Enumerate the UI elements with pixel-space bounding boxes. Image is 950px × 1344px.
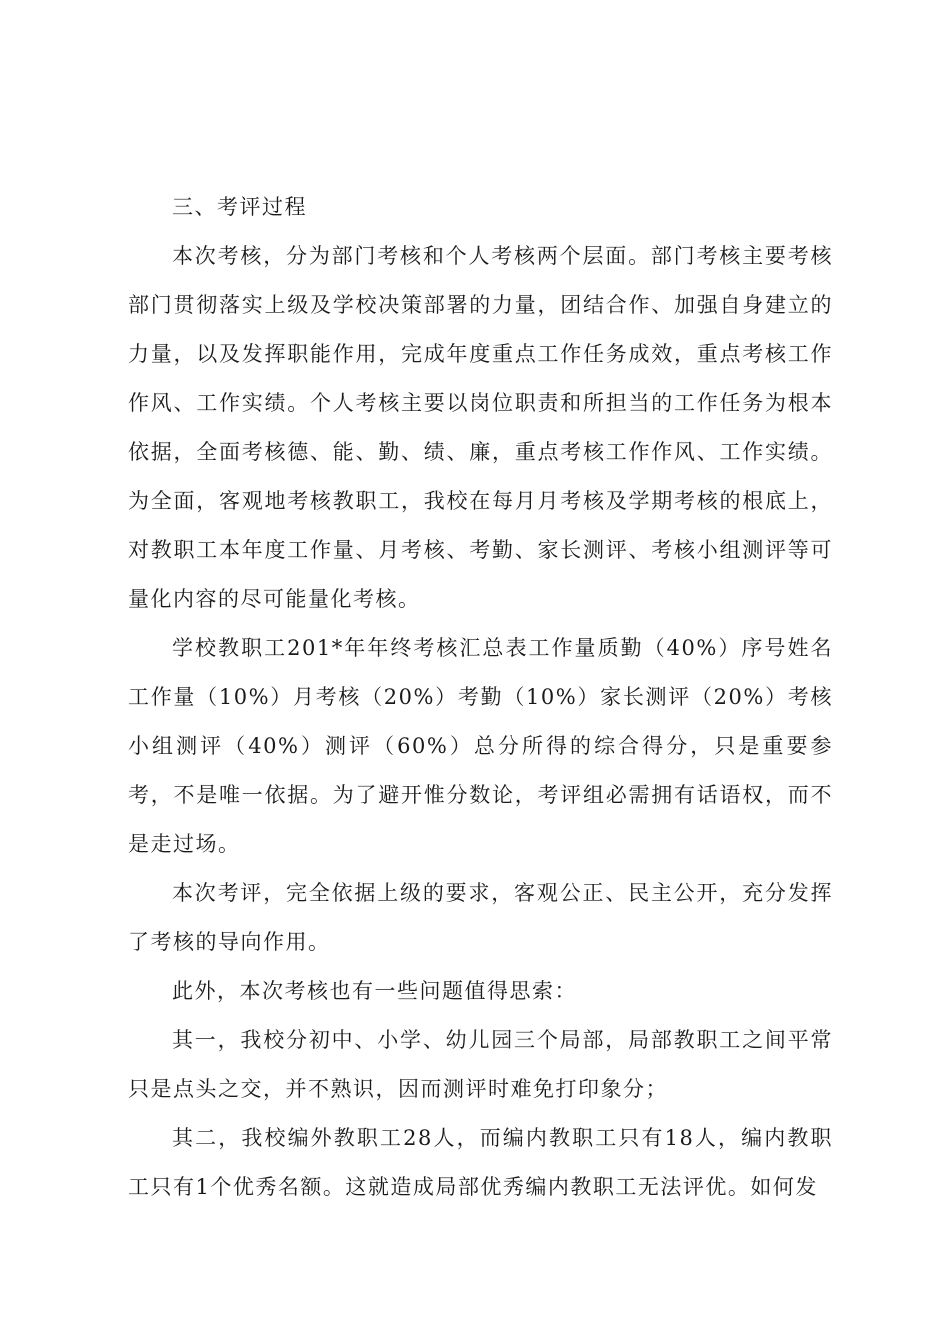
paragraph: 其二，我校编外教职工28人，而编内教职工只有18人，编内教职工只有1个优秀名额。这就造成局部优秀编内教职工无法评优。如何发 (128, 1126, 833, 1199)
paragraph: 学校教职工201*年年终考核汇总表工作量质勤（40%）序号姓名工作量（10%）月考核（20%）考勤（10%）家长测评（20%）考核小组测评（40%）测评（60%）总分所得的综合得分，只是重要参考，不是唯一依据。为了避开惟分数论，考评组必需拥有话语权，而不是走过场。 (128, 636, 833, 856)
paragraph: 本次考评，完全依据上级的要求，客观公正、民主公开，充分发挥了考核的导向作用。 (128, 881, 833, 954)
paragraph: 本次考核，分为部门考核和个人考核两个层面。部门考核主要考核部门贯彻落实上级及学校决策部署的力量，团结合作、加强自身建立的力量，以及发挥职能作用，完成年度重点工作任务成效，重点考核工作作风、工作实绩。个人考核主要以岗位职责和所担当的工作任务为根本依据，全面考核德、能、勤、绩、廉，重点考核工作作风、工作实绩。为全面，客观地考核教职工，我校在每月月考核及学期考核的根底上，对教职工本年度工作量、月考核、考勤、家长测评、考核小组测评等可量化内容的尽可能量化考核。 (128, 244, 833, 611)
paragraph: 此外，本次考核也有一些问题值得思索： (172, 979, 577, 1003)
document-body (128, 183, 833, 1212)
paragraph: 其一，我校分初中、小学、幼儿园三个局部，局部教职工之间平常只是点头之交，并不熟识，因而测评时难免打印象分； (128, 1028, 833, 1101)
section-heading: 三、考评过程 (172, 195, 307, 219)
